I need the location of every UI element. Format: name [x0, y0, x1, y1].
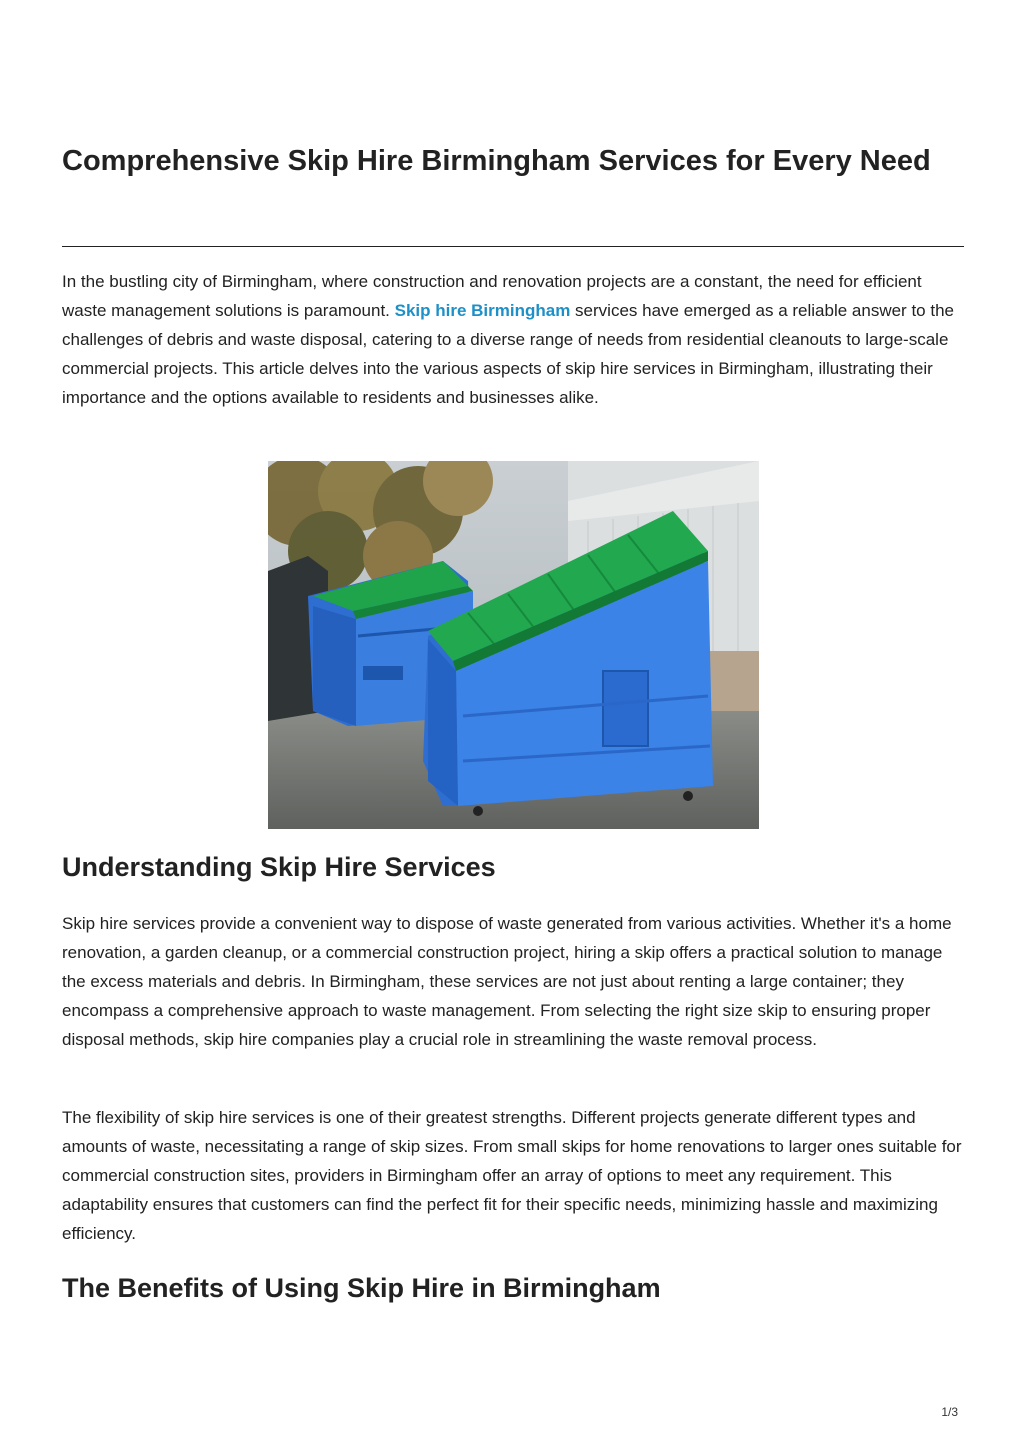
page-title: Comprehensive Skip Hire Birmingham Services for Every Need [62, 145, 931, 177]
intro-paragraph [62, 267, 964, 412]
section-heading-benefits: The Benefits of Using Skip Hire in Birmingham [62, 1273, 661, 1303]
section-heading-understanding: Understanding Skip Hire Services [62, 852, 496, 882]
page-number: 1/3 [941, 1405, 958, 1419]
intro-text-before-link: In the bustling city of Birmingham, where construction and renovation projects are a constant, the need for efficient waste management solutions is paramount. [62, 272, 922, 320]
skip-hire-birmingham-link[interactable]: Skip hire Birmingham [394, 301, 571, 320]
intro-text-after-link: services have emerged as a reliable answer to the challenges of debris and waste disposal, catering to a diverse range of needs from residential cleanouts to large-scale commercial projects. This article delves into the various aspects of skip hire services in Birmingham, illustrating their importance and the options available to residents and businesses alike. [62, 301, 954, 407]
title-divider [62, 246, 964, 247]
skip-containers-photo [268, 461, 759, 829]
section1-paragraph-2: The flexibility of skip hire services is one of their greatest strengths. Different projects generate different types and amounts of waste, necessitating a range of skip sizes. From small skips for home renovations to larger ones suitable for commercial construction sites, providers in Birmingham offer an array of options to meet any requirement. This adaptability ensures that customers can find the perfect fit for their specific needs, minimizing hassle and maximizing efficiency. [62, 1108, 962, 1243]
section1-paragraph-1: Skip hire services provide a convenient way to dispose of waste generated from various activities. Whether it's a home renovation, a garden cleanup, or a commercial construction project, hiring a skip offers a practical solution to manage the excess materials and debris. In Birmingham, these services are not just about renting a large container; they encompass a comprehensive approach to waste management. From selecting the right size skip to ensuring proper disposal methods, skip hire companies play a crucial role in streamlining the waste removal process. [62, 914, 952, 1049]
